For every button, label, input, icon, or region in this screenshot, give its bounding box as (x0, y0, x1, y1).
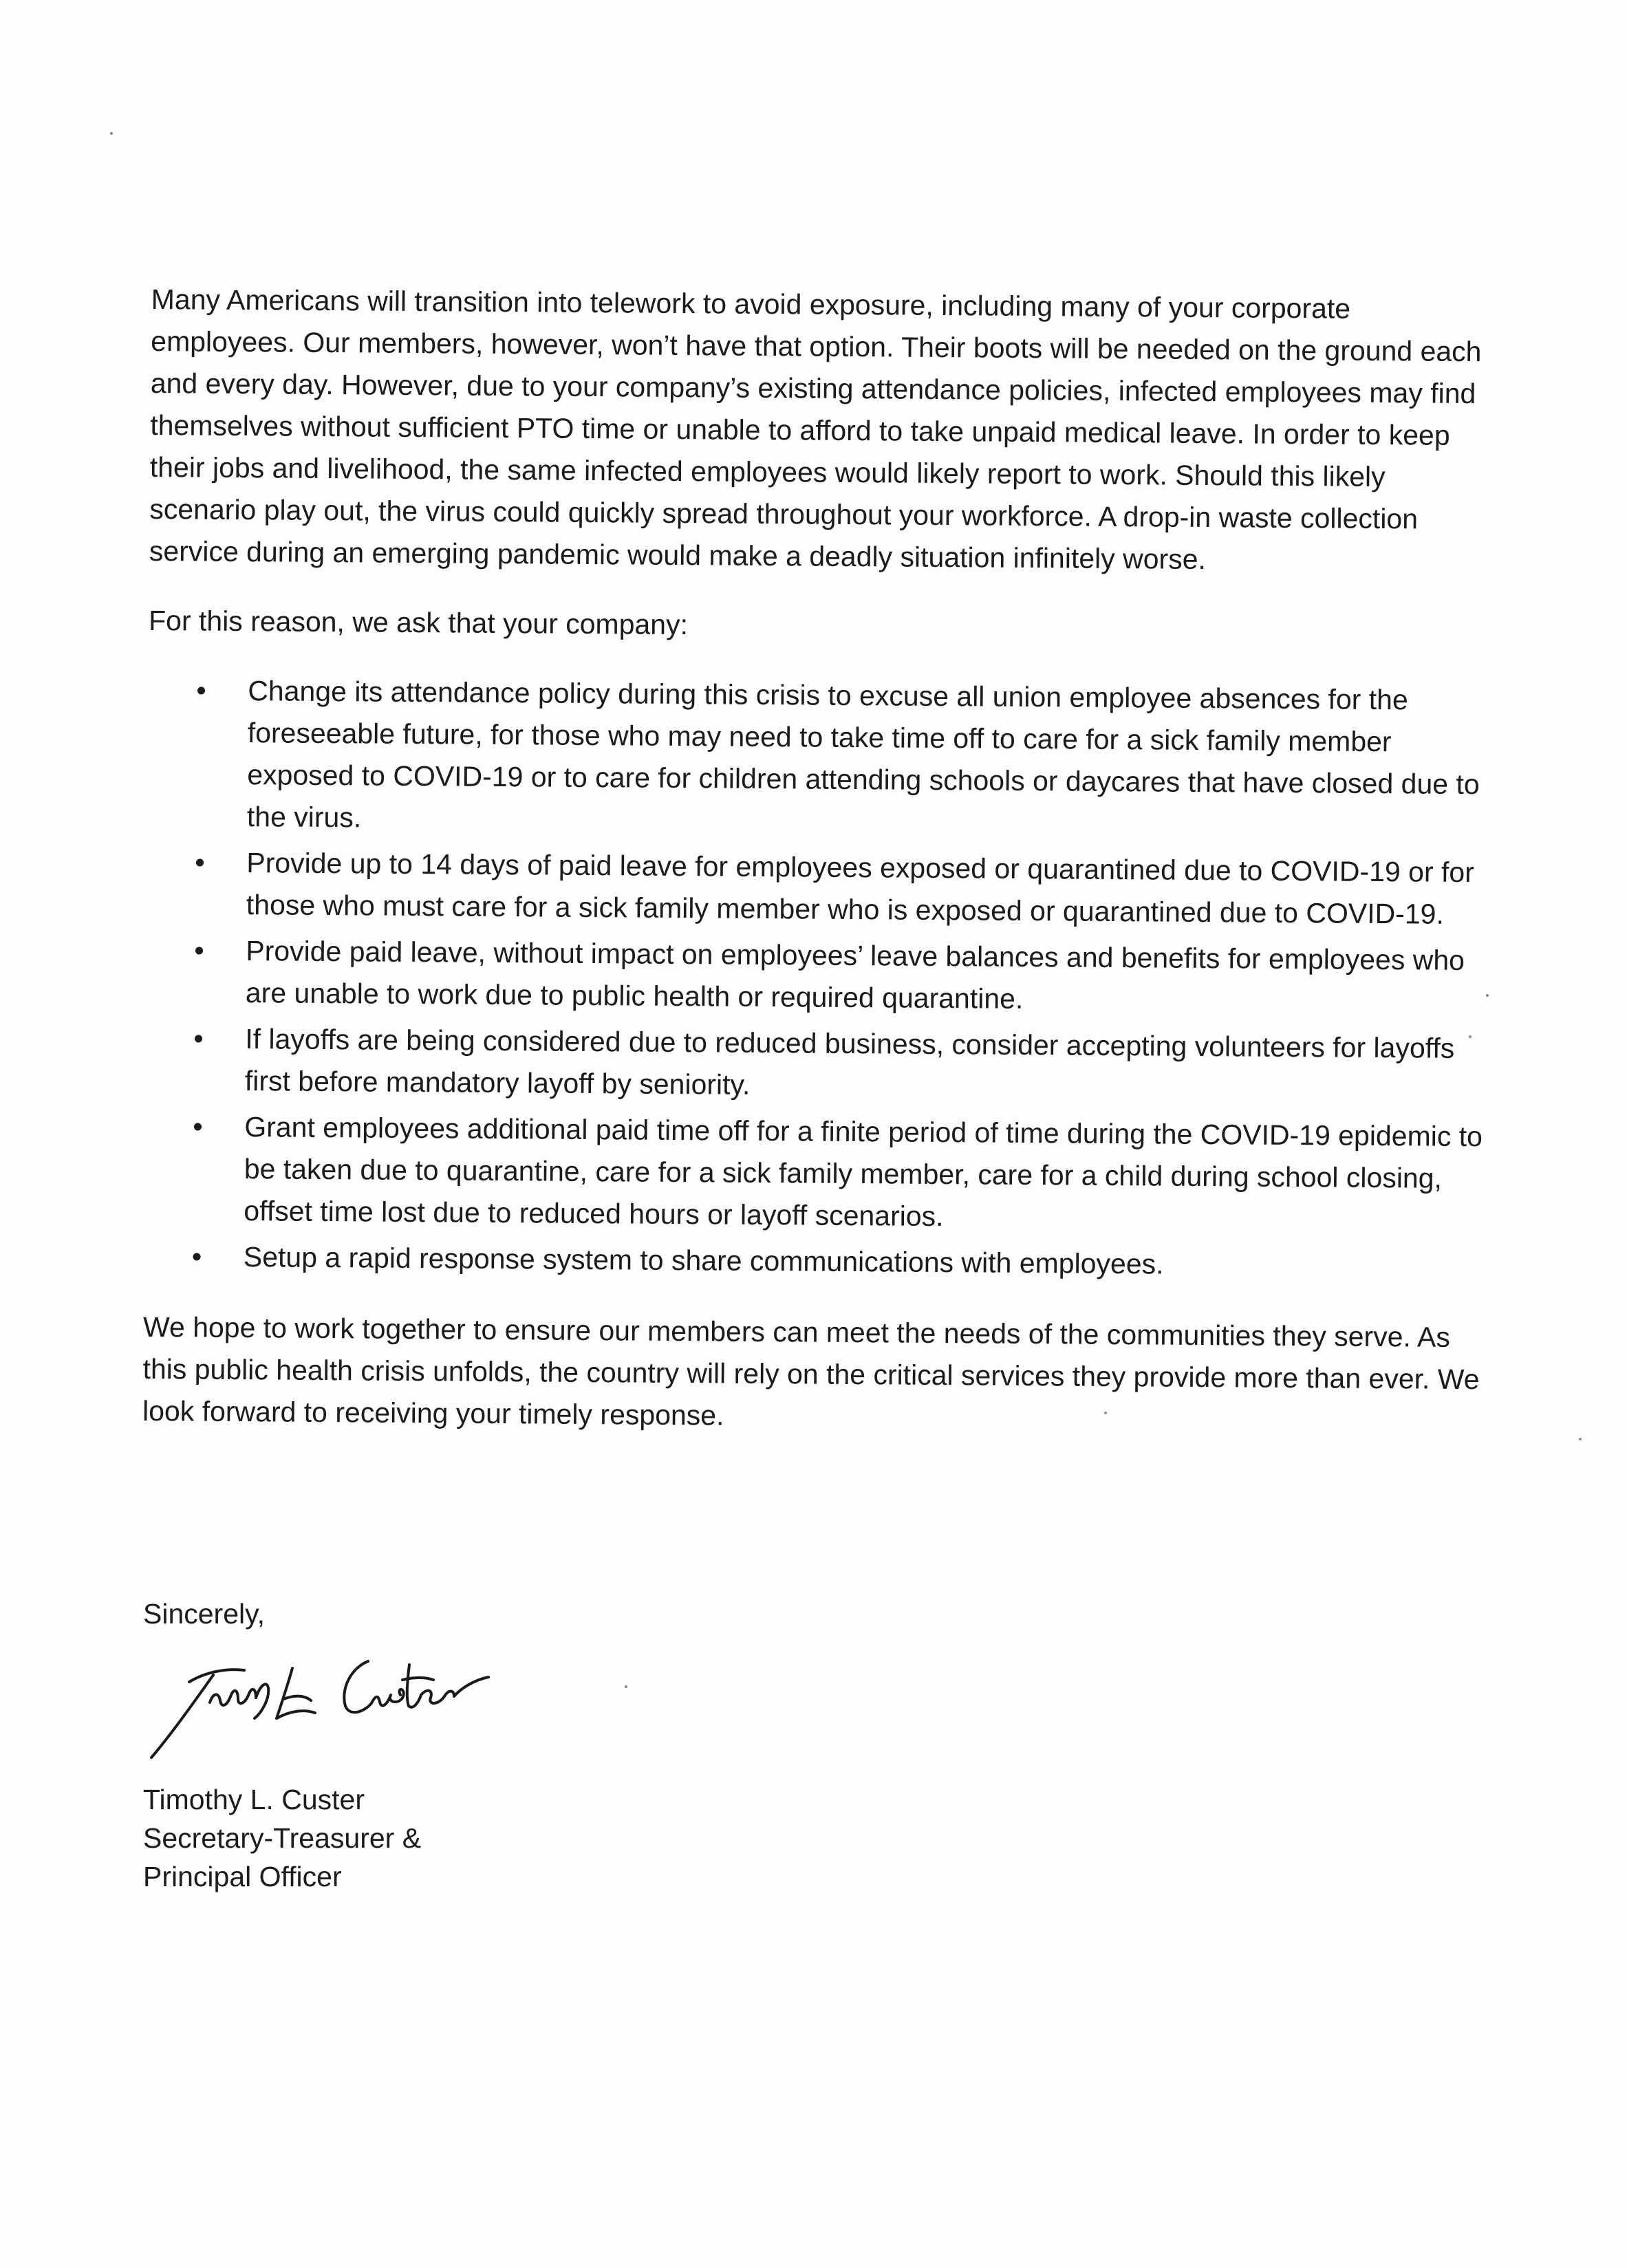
letter-body (142, 279, 1493, 1470)
signature-block (143, 1780, 421, 1896)
bullet-icon: • (194, 934, 204, 966)
list-item (144, 1235, 1485, 1288)
list-item (147, 669, 1490, 847)
request-text: Setup a rapid response system to share communications with employees. (243, 1241, 1164, 1280)
signer-title-line-2: Principal Officer (143, 1861, 342, 1892)
bullet-icon: • (196, 674, 206, 706)
bullet-icon: • (193, 1110, 203, 1143)
body-paragraph-telework: Many Americans will transition into telework to avoid exposure, including many of your corporate employees. Our members, however, won’t have that option. Their boots will be needed on the ground each and every day. However, due to your company’s existing attendance policies, infected employees may find themselves without sufficient PTO time or unable to afford to take unpaid medical leave. In order to keep their jobs and livelihood, the same infected employees would likely report to work. Should this likely scenario play out, the virus could quickly spread throughout your workforce. A drop-in waste collection service during an emerging pandemic would make a deadly situation infinitely worse. (149, 283, 1482, 576)
scan-speck (1486, 994, 1489, 997)
list-item (145, 1017, 1487, 1112)
request-text: Provide up to 14 days of paid leave for employees exposed or quarantined due to COVID-19 or for those who must care for a sick family member who is exposed or quarantined due to COVID-19. (246, 847, 1475, 930)
request-list (144, 669, 1490, 1288)
signer-name: Timothy L. Custer (143, 1784, 365, 1815)
request-text: Provide paid leave, without impact on employees’ leave balances and benefits for employees who are unable to work due to public health or required quarantine. (245, 935, 1465, 1015)
scan-speck (1104, 1412, 1107, 1414)
handwritten-signature (131, 1637, 502, 1768)
request-intro: For this reason, we ask that your company: (148, 604, 689, 641)
scan-speck (110, 132, 113, 135)
body-paragraph-closing: We hope to work together to ensure our members can meet the needs of the communities they serve. As this public health crisis unfolds, the country will rely on the critical services they provide more than ever. We look forward to receiving your timely response. (142, 1310, 1480, 1432)
request-text: Change its attendance policy during this crisis to excuse all union employee absences for the foreseeable future, for those who may need to take time off to care for a sick family member exposed to COVID-19 or to care for children attending schools or daycares that have closed due to the virus. (246, 675, 1480, 834)
closing-salutation: Sincerely, (143, 1598, 265, 1630)
list-item (146, 929, 1488, 1024)
request-text: If layoffs are being considered due to reduced business, consider accepting volunteers for layoffs first before mandatory layoff by seniority. (244, 1023, 1455, 1101)
bullet-icon: • (191, 1240, 202, 1273)
bullet-icon: • (193, 1022, 204, 1055)
signer-title-line-1: Secretary-Treasurer & (143, 1822, 422, 1854)
scan-speck (1469, 1035, 1472, 1038)
scan-speck (625, 1685, 627, 1688)
request-text: Grant employees additional paid time off for a finite period of time during the COVID-19 epidemic to be taken due to quarantine, care for a sick family member, care for a child during school closing, offset time lost due to reduced hours or layoff scenarios. (244, 1111, 1483, 1233)
list-item (144, 1105, 1486, 1242)
scan-speck (1579, 1438, 1582, 1440)
list-item (147, 841, 1489, 936)
bullet-icon: • (195, 846, 205, 878)
